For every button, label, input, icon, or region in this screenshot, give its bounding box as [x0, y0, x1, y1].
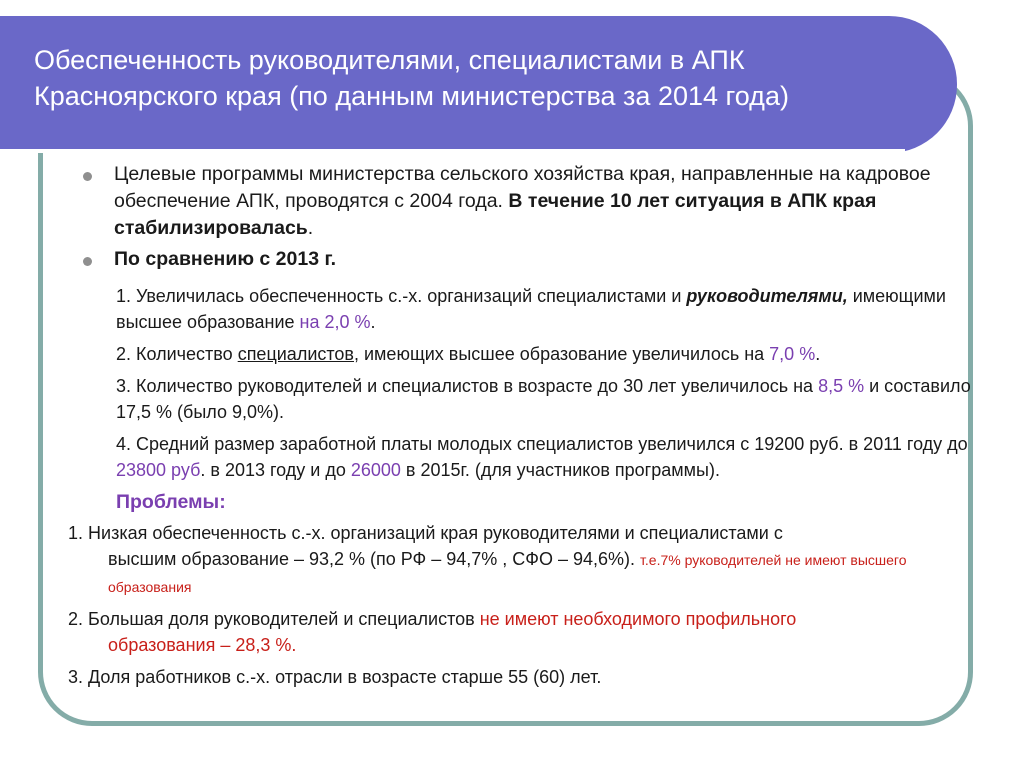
list-item-2-end: .	[815, 344, 821, 364]
slide-title-line1: Обеспеченность руководителями, специалистами в АПК	[34, 45, 745, 75]
problem-2-red-2: образования – 28,3 %.	[108, 635, 297, 655]
bullet-programs-bold: В течение 10 лет ситуация в АПК края стабилизировалась	[114, 190, 877, 239]
list-item-1	[116, 283, 972, 335]
list-item-4-text-c: в 2015г. (для участников программы).	[400, 460, 720, 480]
bullet-programs	[72, 161, 972, 242]
list-item-3-text-b: и составило 17,5 % (было 9,0%).	[116, 376, 971, 422]
bullet-comparison	[72, 246, 972, 273]
problem-1-line1: 1. Низкая обеспеченность с.-х. организаций края руководителями и специалистами с	[68, 523, 783, 543]
title-banner	[0, 16, 957, 153]
list-item-1-text-a: 1. Увеличилась обеспеченность с.-х. организаций специалистами и	[116, 286, 687, 306]
list-item-4-highlight-2: 26000	[350, 460, 401, 480]
list-item-3-highlight: 8,5 %	[818, 376, 865, 396]
problem-2	[68, 606, 972, 658]
list-item-3	[116, 373, 972, 425]
bullet-dot-icon	[83, 257, 92, 266]
bullet-programs-end: .	[307, 217, 314, 239]
problem-2-red-1: не имеют необходимого профильного	[479, 609, 797, 629]
problem-1-note: т.е.7% руководителей не имеют высшего образования	[108, 552, 907, 595]
list-item-3-text-a: 3. Количество руководителей и специалистов в возрасте до 30 лет увеличилось на	[116, 376, 819, 396]
title-underline	[0, 149, 905, 153]
list-item-4-text-b: . в 2013 году и до	[200, 460, 351, 480]
bullet-programs-text-a: Целевые программы министерства сельского хозяйства края, направленные на кадровое обеспечение АПК, проводятся с 2004 года.	[114, 163, 931, 212]
list-item-2-text-a: 2. Количество	[116, 344, 238, 364]
list-item-1-end: .	[370, 312, 376, 332]
bullet-comparison-text: По сравнению с 2013 г.	[114, 248, 337, 270]
bullet-programs-text	[114, 161, 972, 242]
list-item-4-text-a: 4. Средний размер заработной платы молодых специалистов увеличился с 19200 руб. в 2011 году до	[116, 434, 968, 454]
slide-title-line2: Красноярского края (по данным министерства за 2014 года)	[34, 81, 789, 111]
slide-body	[68, 161, 972, 696]
bullet-dot-icon	[83, 172, 92, 181]
list-item-1-text-b: имеющими высшее образование	[116, 286, 946, 332]
problem-1-line2: высшим образование – 93,2 % (по РФ – 94,7% , СФО – 94,6%).	[108, 549, 641, 569]
list-item-2-highlight: 7,0 %	[769, 344, 816, 364]
list-item-1-highlight: на 2,0 %	[299, 312, 371, 332]
list-item-4	[116, 431, 972, 483]
list-item-1-bold-italic: руководителями,	[686, 286, 848, 306]
list-item-2-underline: специалистов,	[237, 344, 359, 364]
list-item-2-text-b: имеющих высшее образование увеличилось на	[359, 344, 770, 364]
list-item-4-highlight-1: 23800 руб	[116, 460, 201, 480]
problem-1-line2-wrap	[68, 546, 972, 600]
problem-1	[68, 520, 972, 600]
slide-title	[34, 42, 924, 114]
problem-3: 3. Доля работников с.-х. отрасли в возрасте старше 55 (60) лет.	[68, 667, 602, 687]
list-item-2	[116, 341, 972, 367]
problem-2-text: 2. Большая доля руководителей и специалистов	[68, 609, 480, 629]
problems-heading: Проблемы:	[116, 491, 226, 513]
